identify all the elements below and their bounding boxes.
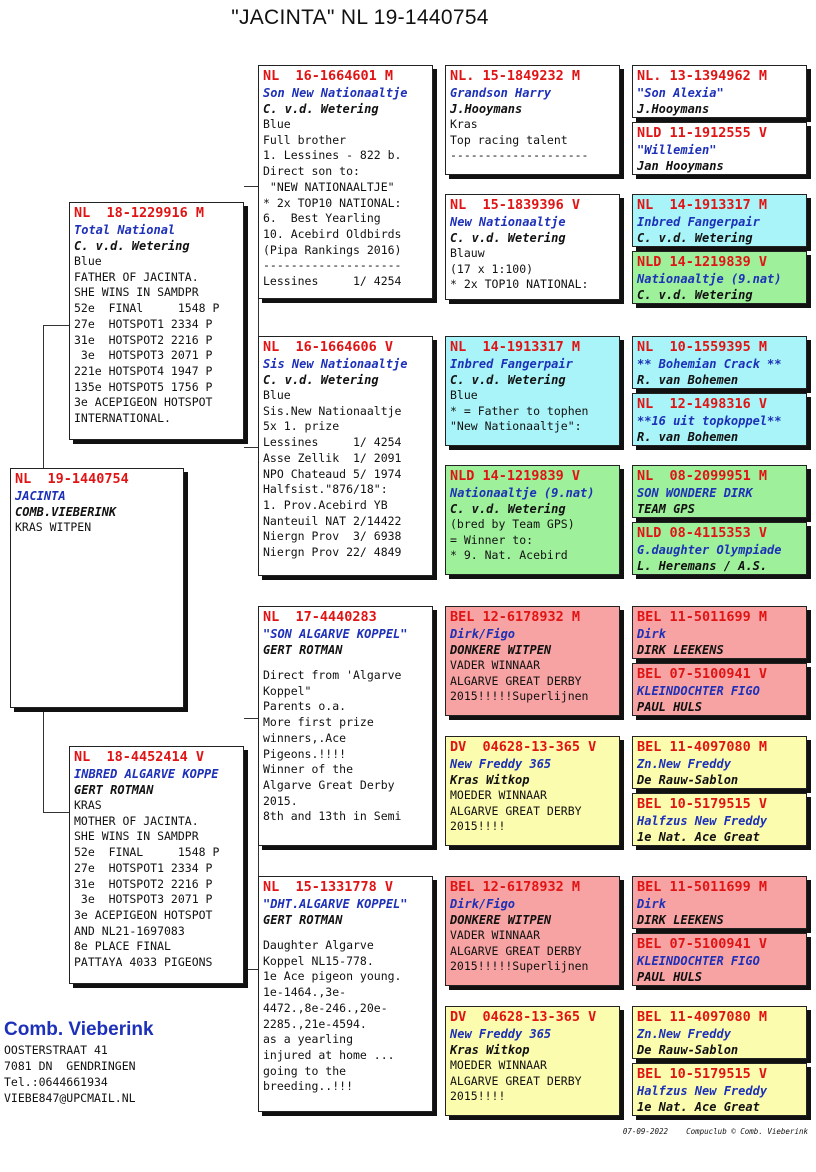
info-line: 8e PLACE FINAL [74, 939, 171, 954]
info-line: 2285.,21e-4594. [263, 1016, 367, 1031]
g4-card-12[interactable] [632, 793, 807, 846]
info-line: NPO Chateaud 5/ 1974 [263, 466, 402, 481]
info-line: 27e HOTSPOT1 2334 P [74, 860, 213, 875]
owner-name: GERT ROTMAN [263, 913, 343, 927]
breeder-phone: Tel.:0644661934 [4, 1075, 108, 1089]
gg-card-ffm[interactable] [445, 194, 620, 300]
owner-name: PAUL HULS [637, 970, 703, 984]
info-line: = Winner to: [450, 532, 534, 547]
pigeon-name: Dirk [637, 627, 666, 641]
info-line: 2015!!!!!Superlijnen [450, 689, 589, 704]
info-line: FATHER OF JACINTA. [74, 269, 199, 284]
info-line: Winner of the [263, 762, 354, 777]
g4-card-14[interactable] [632, 933, 807, 986]
info-line: 10. Acebird Oldbirds [263, 226, 402, 241]
pigeon-name: Nationaaltje (9.nat) [450, 486, 595, 500]
owner-name: C. v.d. Wetering [637, 231, 753, 245]
ring-number: NL. 13-1394962 M [637, 68, 768, 84]
pigeon-name: Inbred Fangerpair [637, 215, 760, 229]
info-line: (bred by Team GPS) [450, 517, 575, 531]
pigeon-name: KLEINDOCHTER FIGO [637, 684, 760, 698]
owner-name: Kras Witkop [450, 773, 530, 787]
pigeon-name: Halfzus New Freddy [637, 1084, 768, 1098]
info-line: 8th and 13th in Semi [263, 809, 402, 824]
owner-name: R. van Bohemen [637, 430, 739, 444]
owner-name: 1e Nat. Ace Great [637, 830, 760, 844]
owner-name: TEAM GPS [637, 502, 695, 516]
owner-name: DONKERE WITPEN [450, 643, 552, 657]
pigeon-name: New Nationaaltje [450, 215, 566, 229]
pigeon-name: New Freddy 365 [450, 757, 552, 771]
g4-card-9[interactable] [632, 606, 807, 659]
owner-name: 1e Nat. Ace Great [637, 1100, 760, 1114]
info-line: Lessines 1/ 4254 [263, 274, 402, 289]
pigeon-name: "Son Alexia" [637, 86, 724, 100]
info-line: 3e HOTSPOT3 2071 P [74, 892, 213, 907]
info-line: 1e Ace pigeon young. [263, 969, 402, 984]
ring-number: BEL 11-4097080 M [637, 739, 768, 755]
g4-card-2[interactable] [632, 122, 807, 175]
info-line: 3e HOTSPOT3 2071 P [74, 348, 213, 363]
info-line: Nanteuil NAT 2/14422 [263, 513, 402, 528]
info-line: winners,.Ace [263, 730, 347, 745]
info-line: Pigeons.!!!! [263, 746, 347, 761]
info-line: -------------------- [450, 148, 589, 163]
footer-credit: 07-09-2022 Compuclub © Comb. Vieberink [622, 1127, 808, 1136]
ring-number: NL 14-1913317 M [637, 197, 768, 213]
owner-name: GERT ROTMAN [74, 783, 154, 797]
owner-name: DIRK LEEKENS [637, 643, 724, 657]
owner-name: C. v.d. Wetering [637, 288, 753, 302]
ring-number: NL. 15-1849232 M [450, 68, 581, 84]
ring-number: NL 17-4440283 [263, 609, 377, 625]
info-line: * 2x TOP10 NATIONAL: [450, 277, 589, 292]
ring-number: BEL 07-5100941 V [637, 666, 768, 682]
pigeon-name: Dirk [637, 897, 666, 911]
info-line: Niergn Prov 22/ 4849 [263, 545, 402, 560]
g4-card-5[interactable] [632, 336, 807, 389]
ring-number: NL 15-1839396 V [450, 197, 581, 213]
owner-name: PAUL HULS [637, 700, 703, 714]
info-line: Parents o.a. [263, 699, 347, 714]
g4-card-13[interactable] [632, 876, 807, 929]
g4-card-8[interactable] [632, 522, 807, 575]
info-line: Kras [450, 117, 478, 131]
info-line: 3e ACEPIGEON HOTSPOT [74, 395, 213, 410]
info-line: 221e HOTSPOT4 1947 P [74, 363, 213, 378]
pigeon-name: "DHT.ALGARVE KOPPEL" [263, 897, 408, 911]
info-line: KRAS [74, 798, 102, 812]
info-line: Blue [263, 388, 291, 402]
info-line: 2015!!!! [450, 1089, 506, 1104]
connector-subject-father [43, 325, 70, 469]
ring-number: NL 16-1664601 M [263, 68, 394, 84]
ring-number: BEL 07-5100941 V [637, 936, 768, 952]
gg-card-fmm[interactable] [445, 465, 620, 575]
info-line: (Pipa Rankings 2016) [263, 242, 402, 257]
connector-father-ff [244, 186, 259, 448]
pigeon-name: Son New Nationaaltje [263, 86, 408, 100]
info-line: 31e HOTSPOT2 2216 P [74, 332, 213, 347]
owner-name: GERT ROTMAN [263, 643, 343, 657]
subject-card[interactable] [10, 468, 184, 708]
connector-mother-mf [244, 718, 259, 970]
g4-card-16[interactable] [632, 1063, 807, 1116]
owner-name: C. v.d. Wetering [74, 239, 190, 253]
g4-card-4[interactable] [632, 251, 807, 304]
info-line: 27e HOTSPOT1 2334 P [74, 316, 213, 331]
pigeon-name: Dirk/Figo [450, 897, 516, 911]
ring-number: NL 18-4452414 V [74, 749, 205, 765]
mother-card[interactable] [69, 746, 244, 984]
gg-card-fff[interactable] [445, 65, 620, 175]
info-line: 1. Lessines - 822 b. [263, 148, 402, 163]
connector-subject-mother [43, 708, 70, 813]
pigeon-name: Zn.New Freddy [637, 757, 731, 771]
ring-number: NL 12-1498316 V [637, 396, 768, 412]
info-line: breeding..!!! [263, 1079, 354, 1094]
info-line: More first prize [263, 715, 374, 730]
info-line: KRAS WITPEN [15, 520, 92, 534]
g4-card-11[interactable] [632, 736, 807, 789]
gg-card-mfm[interactable] [445, 736, 620, 846]
info-line: 2015. [263, 793, 298, 808]
info-line: as a yearling [263, 1032, 354, 1047]
info-line: AND NL21-1697083 [74, 923, 185, 938]
ring-number: NL 08-2099951 M [637, 468, 768, 484]
info-line: Top racing talent [450, 132, 568, 147]
info-line: Asse Zellik 1/ 2091 [263, 450, 402, 465]
info-line: injured at home ... [263, 1047, 395, 1062]
info-line: Koppel NL15-778. [263, 953, 374, 968]
owner-name: De Rauw-Sablon [637, 773, 739, 787]
pigeon-name: ** Bohemian Crack ** [637, 357, 782, 371]
g4-card-3[interactable] [632, 194, 807, 247]
info-line: 2015!!!! [450, 819, 506, 834]
pedigree-title: "JACINTA" NL 19-1440754 [231, 6, 489, 29]
pigeon-name: "Willemien" [637, 143, 717, 157]
info-line: SHE WINS IN SAMDPR [74, 829, 199, 844]
owner-name: J.Hooymans [637, 102, 710, 116]
info-line: PATTAYA 4033 PIGEONS [74, 955, 213, 970]
info-line: Blue [74, 254, 102, 268]
info-line: 6. Best Yearling [263, 211, 381, 226]
pigeon-name: KLEINDOCHTER FIGO [637, 954, 760, 968]
pigeon-name: Sis New Nationaaltje [263, 357, 408, 371]
info-line: Sis.New Nationaaltje [263, 403, 402, 418]
pigeon-name: Inbred Fangerpair [450, 357, 573, 371]
pigeon-name: **16 uit topkoppel** [637, 414, 782, 428]
gg-card-fmf[interactable] [445, 336, 620, 446]
info-line: 52e FINAl 1548 P [74, 301, 220, 316]
info-line: (17 x 1:100) [450, 261, 534, 276]
owner-name: C. v.d. Wetering [263, 102, 379, 116]
pigeon-name: INBRED ALGARVE KOPPE [74, 767, 219, 781]
gg-card-mmm[interactable] [445, 1006, 620, 1116]
g4-card-15[interactable] [632, 1006, 807, 1059]
owner-name: L. Heremans / A.S. [637, 559, 768, 573]
info-line: 31e HOTSPOT2 2216 P [74, 876, 213, 891]
info-line: 52e FINAL 1548 P [74, 845, 220, 860]
owner-name: R. van Bohemen [637, 373, 739, 387]
pigeon-name: SON WONDERE DIRK [637, 486, 753, 500]
granddam-maternal-card[interactable] [258, 876, 433, 1112]
pigeon-name: "SON ALGARVE KOPPEL" [263, 627, 408, 641]
pigeon-name: Halfzus New Freddy [637, 814, 768, 828]
info-line: Halfsist."876/18": [263, 482, 388, 497]
info-line: 135e HOTSPOT5 1756 P [74, 379, 213, 394]
info-line: Blue [263, 117, 291, 131]
info-line: 5x 1. prize [263, 419, 340, 434]
blank-line [263, 928, 428, 938]
pigeon-name: Grandson Harry [450, 86, 552, 100]
pigeon-name: Zn.New Freddy [637, 1027, 731, 1041]
ring-number: NLD 11-1912555 V [637, 125, 768, 141]
info-line: Algarve Great Derby [263, 777, 395, 792]
info-line: Blauw [450, 246, 485, 260]
info-line: Direct son to: [263, 164, 360, 179]
info-line: 3e ACEPIGEON HOTSPOT [74, 907, 213, 922]
breeder-address: OOSTERSTRAAT 41 [4, 1043, 108, 1057]
ring-number: NL 16-1664606 V [263, 339, 394, 355]
owner-name: C. v.d. Wetering [450, 502, 566, 516]
g4-card-10[interactable] [632, 663, 807, 716]
info-line: MOTHER OF JACINTA. [74, 813, 199, 828]
ring-number: NL 14-1913317 M [450, 339, 581, 355]
info-line: ALGARVE GREAT DERBY [450, 1073, 582, 1088]
granddam-paternal-card[interactable] [258, 336, 433, 576]
grandsire-maternal-card[interactable] [258, 606, 433, 846]
ring-number: BEL 12-6178932 M [450, 879, 581, 895]
ring-number: BEL 10-5179515 V [637, 1066, 768, 1082]
info-line: -------------------- [263, 258, 402, 273]
owner-name: Jan Hooymans [637, 159, 724, 173]
gg-card-mff[interactable] [445, 606, 620, 716]
ring-number: DV 04628-13-365 V [450, 739, 597, 755]
info-line: 1. Prov.Acebird YB [263, 497, 388, 512]
info-line: ALGARVE GREAT DERBY [450, 943, 582, 958]
info-line: MOEDER WINNAAR [450, 788, 547, 802]
pigeon-name: JACINTA [15, 489, 66, 503]
info-line: SHE WINS IN SAMDPR [74, 285, 199, 300]
info-line: "New Nationaaltje": [450, 419, 582, 434]
father-card[interactable] [69, 202, 244, 440]
info-line: Full brother [263, 132, 347, 147]
g4-card-6[interactable] [632, 393, 807, 446]
owner-name: Kras Witkop [450, 1043, 530, 1057]
info-line: Koppel" [263, 683, 312, 698]
gg-card-mmf[interactable] [445, 876, 620, 986]
ring-number: NLD 14-1219839 V [637, 254, 768, 270]
info-line: Lessines 1/ 4254 [263, 435, 402, 450]
info-line: "NEW NATIONAALTJE" [263, 179, 395, 194]
info-line: Daughter Algarve [263, 938, 374, 952]
pigeon-name: Total National [74, 223, 176, 237]
info-line: ALGARVE GREAT DERBY [450, 673, 582, 688]
ring-number: NL 10-1559395 M [637, 339, 768, 355]
blank-line [263, 658, 428, 668]
breeder-info [4, 1018, 154, 1106]
owner-name: DONKERE WITPEN [450, 913, 552, 927]
info-line: going to the [263, 1063, 347, 1078]
pigeon-name: Dirk/Figo [450, 627, 516, 641]
ring-number: BEL 10-5179515 V [637, 796, 768, 812]
info-line: 4472.,8e-246.,20e- [263, 1000, 388, 1015]
breeder-city: 7081 DN GENDRINGEN [4, 1059, 136, 1073]
ring-number: NLD 08-4115353 V [637, 525, 768, 541]
ring-number: NL 18-1229916 M [74, 205, 205, 221]
info-line: MOEDER WINNAAR [450, 1058, 547, 1072]
ring-number: BEL 11-4097080 M [637, 1009, 768, 1025]
pigeon-name: Nationaaltje (9.nat) [637, 272, 782, 286]
breeder-name: Comb. Vieberink [4, 1019, 154, 1040]
info-line: VADER WINNAAR [450, 928, 541, 942]
ring-number: BEL 11-5011699 M [637, 879, 768, 895]
info-line: ALGARVE GREAT DERBY [450, 803, 582, 818]
breeder-email[interactable]: VIEBE847@UPCMAIL.NL [4, 1091, 136, 1105]
owner-name: C. v.d. Wetering [263, 373, 379, 387]
ring-number: NL 19-1440754 [15, 471, 129, 487]
ring-number: DV 04628-13-365 V [450, 1009, 597, 1025]
owner-name: C. v.d. Wetering [450, 373, 566, 387]
ring-number: BEL 11-5011699 M [637, 609, 768, 625]
owner-name: COMB.VIEBERINK [15, 505, 117, 519]
info-line: 1e-1464.,3e- [263, 985, 347, 1000]
info-line: Niergn Prov 3/ 6938 [263, 529, 402, 544]
info-line: INTERNATIONAL. [74, 411, 171, 426]
pigeon-name: New Freddy 365 [450, 1027, 552, 1041]
g4-card-7[interactable] [632, 465, 807, 518]
info-line: Direct from 'Algarve [263, 668, 402, 682]
g4-card-1[interactable] [632, 65, 807, 118]
pigeon-name: G.daughter Olympiade [637, 543, 782, 557]
owner-name: De Rauw-Sablon [637, 1043, 739, 1057]
grandsire-paternal-card[interactable] [258, 65, 433, 299]
ring-number: BEL 12-6178932 M [450, 609, 581, 625]
owner-name: J.Hooymans [450, 102, 523, 116]
ring-number: NL 15-1331778 V [263, 879, 394, 895]
info-line: Blue [450, 388, 478, 402]
info-line: * = Father to tophen [450, 403, 589, 418]
info-line: 2015!!!!!Superlijnen [450, 959, 589, 974]
info-line: VADER WINNAAR [450, 658, 541, 672]
info-line: * 9. Nat. Acebird [450, 548, 568, 563]
ring-number: NLD 14-1219839 V [450, 468, 581, 484]
owner-name: C. v.d. Wetering [450, 231, 566, 245]
owner-name: DIRK LEEKENS [637, 913, 724, 927]
info-line: * 2x TOP10 NATIONAL: [263, 195, 402, 210]
